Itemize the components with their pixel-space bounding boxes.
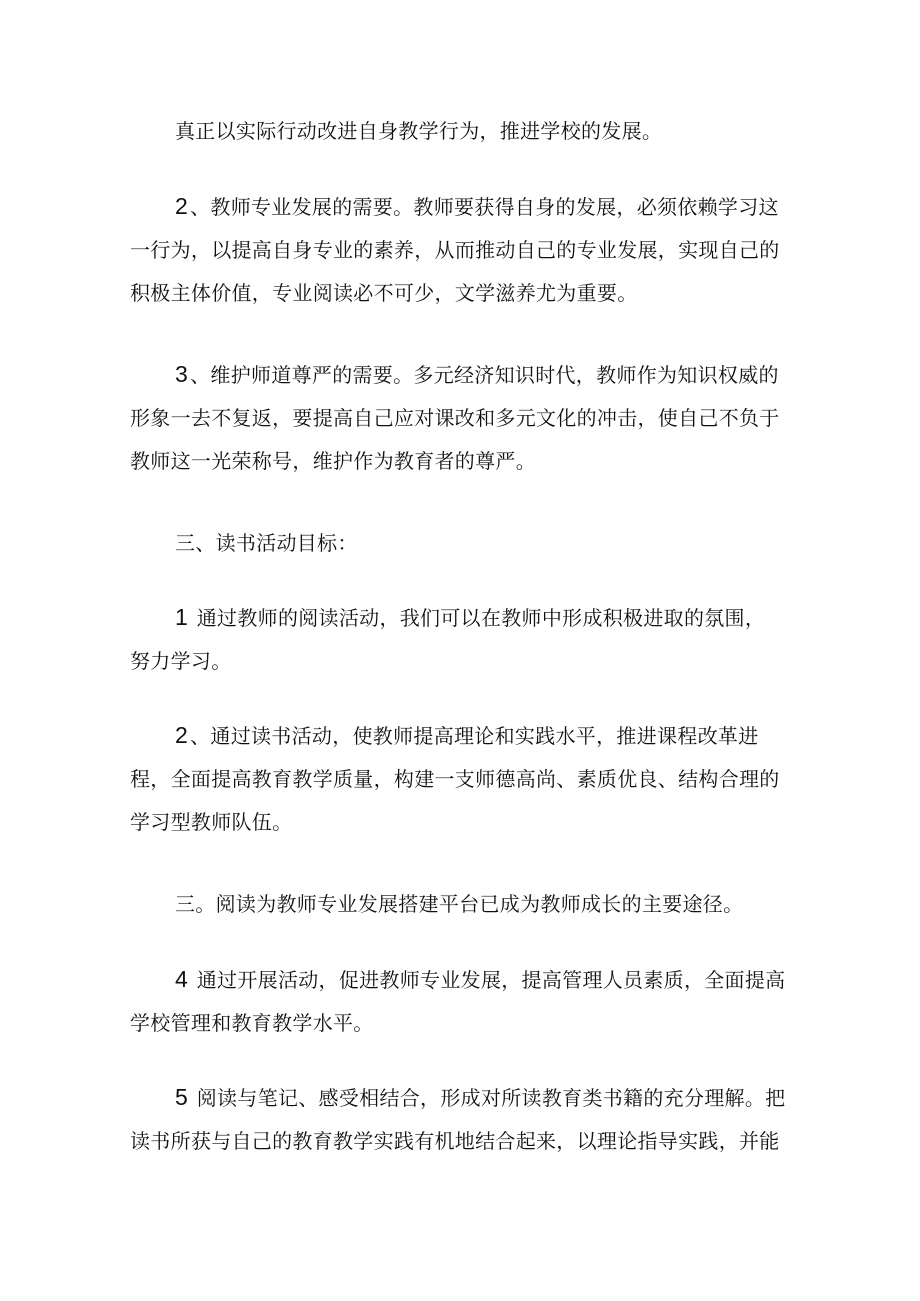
paragraph-line: 真正以实际行动改进自身教学行为，推进学校的发展。: [175, 119, 663, 143]
paragraph-line: 三。阅读为教师专业发展搭建平台已成为教师成长的主要途径。: [175, 892, 744, 916]
paragraph-line-text: 通过开展活动，促进教师专业发展，提高管理人员素质，全面提高: [190, 968, 786, 992]
paragraph-continuation: [130, 110, 790, 153]
paragraph-line: 教师这一光荣称号，维护作为教育者的尊严。: [130, 449, 536, 473]
section-heading-goals: [130, 522, 790, 565]
item-number: 2: [175, 722, 189, 748]
paragraph-line-text: 、教师专业发展的需要。教师要获得自身的发展，必须依赖学习这: [190, 195, 779, 219]
paragraph-line: 努力学习。: [130, 649, 232, 673]
paragraph-line: 读书所获与自己的教育教学实践有机地结合起来，以理论指导实践，并能: [130, 1129, 780, 1153]
goal-item-3: [130, 883, 790, 926]
item-number: 1: [175, 604, 189, 630]
item-number: 4: [175, 966, 189, 992]
item-number: 2: [175, 193, 189, 219]
paragraph-line: [130, 353, 790, 397]
paragraph-line-text: 、维护师道尊严的需要。多元经济知识时代，教师作为知识权威的: [190, 363, 779, 387]
item-number: 3: [175, 361, 189, 387]
section-heading: 三、读书活动目标：: [175, 531, 358, 555]
paragraph-line: 学校管理和教育教学水平。: [130, 1011, 374, 1035]
paragraph-line: [130, 714, 790, 758]
paragraph-line: [130, 596, 790, 640]
goal-item-4: [130, 958, 790, 1045]
paragraph-teacher-development-need: [130, 185, 790, 315]
paragraph-line: 形象一去不复返，要提高自己应对课改和多元文化的冲击，使自己不负于: [130, 406, 780, 430]
paragraph-line-text: 、通过读书活动，使教师提高理论和实践水平，推进课程改革进: [190, 724, 759, 748]
paragraph-line: 积极主体价值，专业阅读必不可少，文学滋养尤为重要。: [130, 281, 638, 305]
paragraph-line: 一行为，以提高自身专业的素养，从而推动自己的专业发展，实现自己的: [130, 238, 780, 262]
paragraph-line: [130, 958, 790, 1002]
paragraph-line: [130, 185, 790, 229]
paragraph-teacher-dignity-need: [130, 353, 790, 483]
paragraph-line-text: 通过教师的阅读活动，我们可以在教师中形成积极进取的氛围，: [190, 606, 766, 630]
paragraph-line: 程，全面提高教育教学质量，构建一支师德高尚、素质优良、结构合理的: [130, 767, 780, 791]
item-number: 5: [175, 1084, 189, 1110]
goal-item-2: [130, 714, 790, 844]
paragraph-line-text: 阅读与笔记、感受相结合，形成对所读教育类书籍的充分理解。把: [190, 1086, 786, 1110]
paragraph-line: [130, 1076, 790, 1120]
goal-item-5: [130, 1076, 790, 1163]
goal-item-1: [130, 596, 790, 683]
paragraph-line: 学习型教师队伍。: [130, 810, 293, 834]
